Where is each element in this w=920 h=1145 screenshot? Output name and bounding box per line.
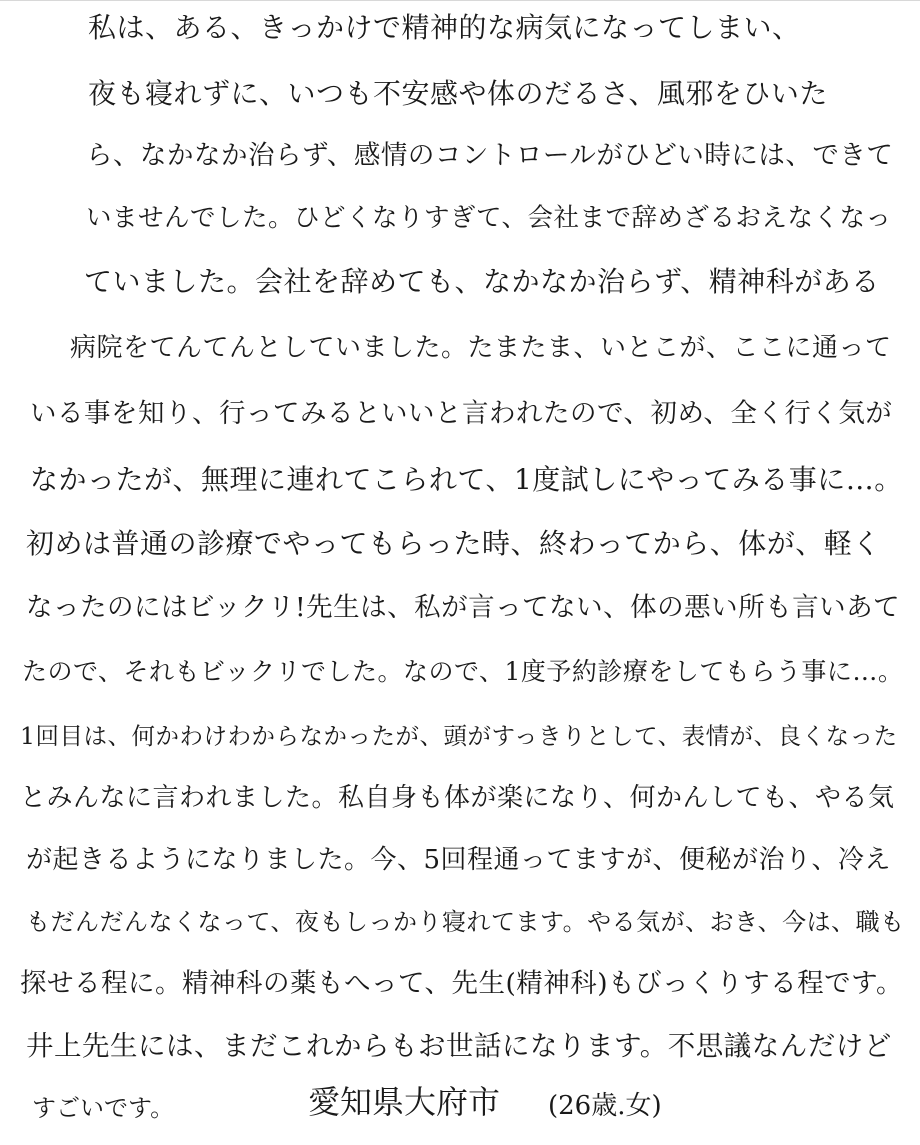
letter-line-7: いる事を知り、行ってみるといいと言われたので、初め、全く行く気が <box>30 398 893 429</box>
letter-line-3: ら、なかなか治らず、感情のコントロールがひどい時には、できて <box>86 140 894 171</box>
letter-line-5: ていました。会社を辞めても、なかなか治らず、精神科がある <box>84 265 880 298</box>
letter-line-6: 病院をてんてんとしていました。たまたま、いとこが、ここに通って <box>70 333 892 363</box>
signature-block <box>0 1080 920 1130</box>
letter-line-12: 1回目は、何かわけわからなかったが、頭がすっきりとして、表情が、良くなった <box>20 722 898 750</box>
letter-line-1: 私は、ある、きっかけで精神的な病気になってしまい、 <box>88 11 801 44</box>
letter-line-15: もだんだんなくなって、夜もしっかり寝れてます。やる気が、おき、今は、職も <box>26 908 905 936</box>
letter-line-9: 初めは普通の診療でやってもらった時、終わってから、体が、軽く <box>26 527 881 560</box>
author-location: 愛知県大府市 <box>308 1083 501 1121</box>
letter-line-4: いませんでした。ひどくなりすぎて、会社まで辞めざるおえなくなっ <box>86 203 892 233</box>
letter-line-13: とみんなに言われました。私自身も体が楽になり、何かんしても、やる気 <box>20 783 895 813</box>
author-age-gender: (26歳.女) <box>548 1091 662 1121</box>
letter-line-10: なったのにはビックリ!先生は、私が言ってない、体の悪い所も言いあて <box>26 592 901 623</box>
closing-text: すごいです。 <box>32 1094 175 1122</box>
letter-line-17: 井上先生には、まだこれからもお世話になります。不思議なんだけど <box>26 1030 892 1062</box>
letter-line-11: たので、それもビックリでした。なので、1度予約診療をしてもらう事に…。 <box>22 657 904 686</box>
letter-line-2: 夜も寝れずに、いつも不安感や体のだるさ、風邪をひいた <box>88 77 828 110</box>
letter-line-8: なかったが、無理に連れてこられて、1度試しにやってみる事に…。 <box>30 463 903 496</box>
letter-line-16: 探せる程に。精神科の薬もへって、先生(精神科)もびっくりする程です。 <box>20 968 904 999</box>
letter-line-14: が起きるようになりました。今、5回程通ってますが、便秘が治り、冷え <box>26 845 892 875</box>
